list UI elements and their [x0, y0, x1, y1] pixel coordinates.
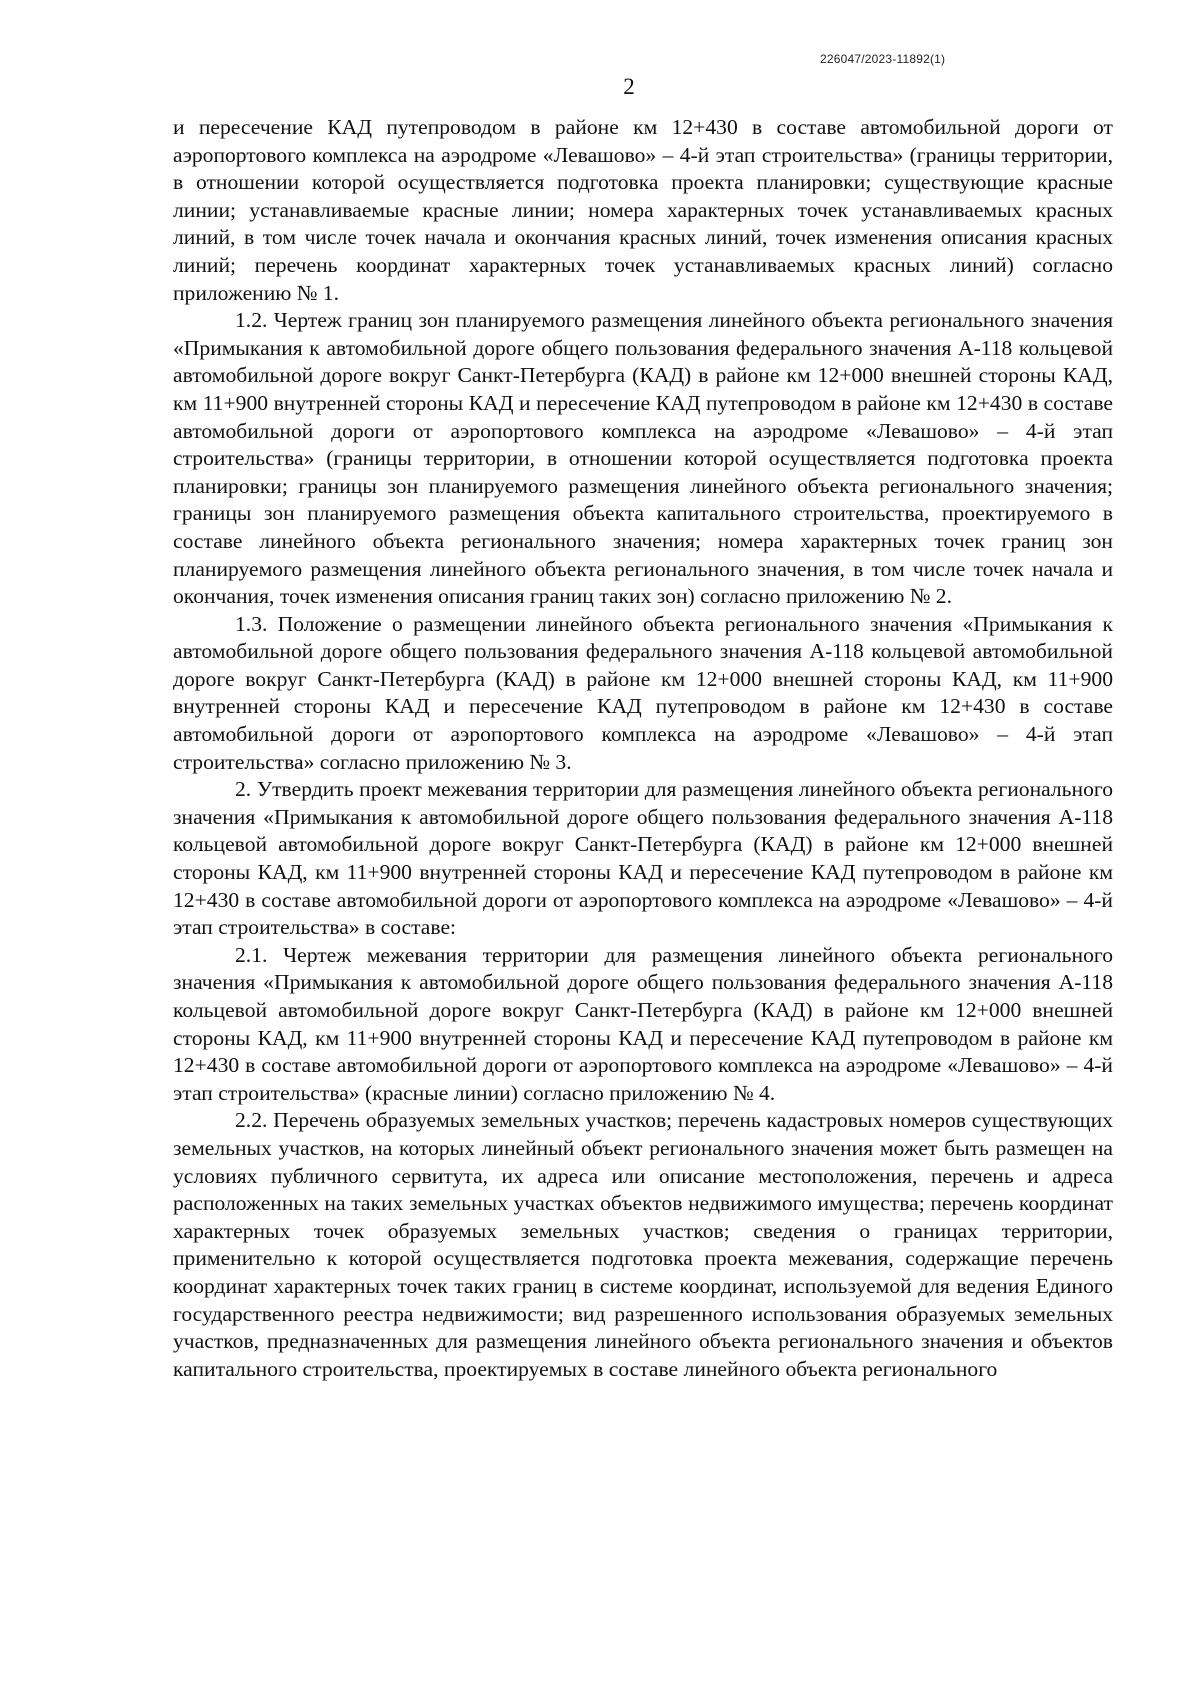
page-number: 2 — [623, 74, 635, 99]
document-body — [173, 114, 1113, 1383]
paragraph-1-3: 1.3. Положение о размещении линейного объекта регионального значения «Примыкания к автомобильной дороге общего пользования федерального значения А-118 кольцевой автомобильной дороге вокруг Санкт-Петербурга (КАД) в районе км 12+000 внешней стороны КАД, км 11+900 внутренней стороны КАД и пересечение КАД путепроводом в районе км 12+430 в составе автомобильной дороги от аэропортового комплекса на аэродроме «Левашово» – 4-й этап строительства» согласно приложению № 3. — [173, 611, 1113, 774]
document-registration-number: 226047/2023-11892(1) — [820, 52, 946, 66]
paragraph-2-2: 2.2. Перечень образуемых земельных участков; перечень кадастровых номеров существующих земельных участков, на которых линейный объект регионального значения может быть размещен на условиях публичного сервитута, их адреса или описание местоположения, перечень и адреса расположенных на таких земельных участках объектов недвижимого имущества; перечень координат характерных точек образуемых земельных участков; сведения о границах территории, применительно к которой осуществляется подготовка проекта межевания, содержащие перечень координат характерных точек таких границ в системе координат, используемой для ведения Единого государственного реестра недвижимости; вид разрешенного использования образуемых земельных участков, предназначенных для размещения линейного объекта регионального значения и объектов капитального строительства, проектируемых в составе линейного объекта регионального — [173, 1108, 1113, 1381]
paragraph-2-1: 2.1. Чертеж межевания территории для размещения линейного объекта регионального значения «Примыкания к автомобильной дороге общего пользования федерального значения А-118 кольцевой автомобильной дороге вокруг Санкт-Петербурга (КАД) в районе км 12+000 внешней стороны КАД, км 11+900 внутренней стороны КАД и пересечение КАД путепроводом в районе км 12+430 в составе автомобильной дороги от аэропортового комплекса на аэродроме «Левашово» – 4-й этап строительства» (красные линии) согласно приложению № 4. — [173, 942, 1113, 1105]
paragraph-continuation: и пересечение КАД путепроводом в районе км 12+430 в составе автомобильной дороги от аэропортового комплекса на аэродроме «Левашово» – 4-й этап строительства» (границы территории, в отношении которой осуществляется подготовка проекта планировки; существующие красные линии; устанавливаемые красные линии; номера характерных точек устанавливаемых красных линий, в том числе точек начала и окончания красных линий, точек изменения описания красных линий; перечень координат характерных точек устанавливаемых красных линий) согласно приложению № 1. — [173, 115, 1113, 305]
paragraph-2: 2. Утвердить проект межевания территории для размещения линейного объекта регионального значения «Примыкания к автомобильной дороге общего пользования федерального значения А-118 кольцевой автомобильной дороге вокруг Санкт-Петербурга (КАД) в районе км 12+000 внешней стороны КАД, км 11+900 внутренней стороны КАД и пересечение КАД путепроводом в районе км 12+430 в составе автомобильной дороги от аэропортового комплекса на аэродроме «Левашово» – 4-й этап строительства» в составе: — [173, 777, 1113, 940]
paragraph-1-2: 1.2. Чертеж границ зон планируемого размещения линейного объекта регионального значения «Примыкания к автомобильной дороге общего пользования федерального значения А-118 кольцевой автомобильной дороге вокруг Санкт-Петербурга (КАД) в районе км 12+000 внешней стороны КАД, км 11+900 внутренней стороны КАД и пересечение КАД путепроводом в районе км 12+430 в составе автомобильной дороги от аэропортового комплекса на аэродроме «Левашово» – 4-й этап строительства» (границы территории, в отношении которой осуществляется подготовка проекта планировки; границы зон планируемого размещения линейного объекта регионального значения; границы зон планируемого размещения объекта капитального строительства, проектируемого в составе линейного объекта регионального значения; номера характерных точек границ зон планируемого размещения линейного объекта регионального значения, в том числе точек начала и окончания, точек изменения описания границ таких зон) согласно приложению № 2. — [173, 308, 1113, 609]
